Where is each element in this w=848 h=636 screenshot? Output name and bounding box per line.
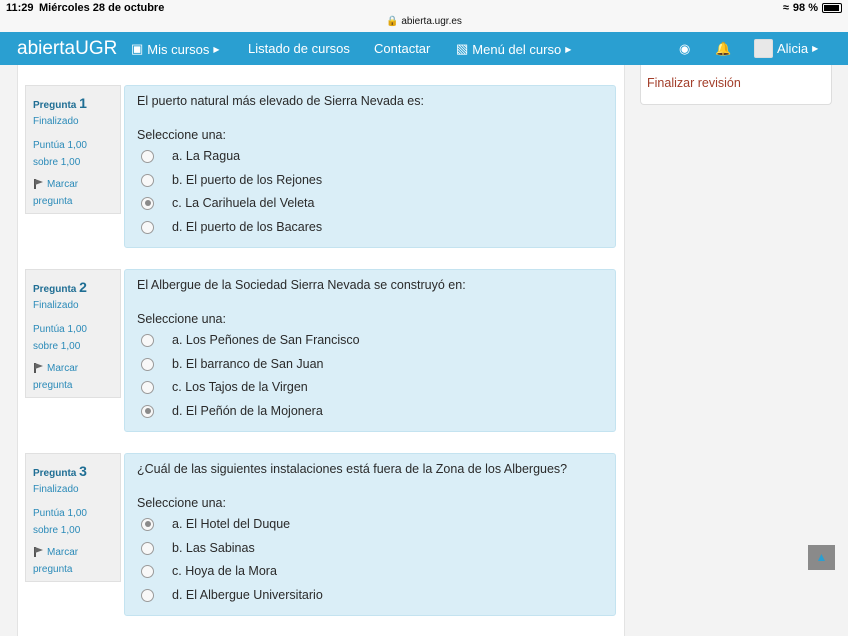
answer-prompt: Seleccione una: xyxy=(137,128,226,142)
flag-icon xyxy=(33,179,43,189)
question-content xyxy=(124,85,616,248)
status-time: 11:29 xyxy=(6,2,34,14)
bell-icon[interactable]: 🔔 xyxy=(715,41,732,56)
question-state: Finalizado xyxy=(33,300,79,311)
status-right xyxy=(783,2,842,14)
finish-review-link[interactable]: Finalizar revisión xyxy=(647,76,741,90)
nav-course-list-label: Listado de cursos xyxy=(248,41,350,56)
question-number: 1 xyxy=(79,95,87,111)
question-title: Pregunta 1 xyxy=(33,95,87,111)
question-content xyxy=(124,269,616,432)
radio-button[interactable] xyxy=(141,542,154,555)
battery-icon xyxy=(822,3,842,13)
top-navbar xyxy=(0,32,848,65)
radio-button[interactable] xyxy=(141,589,154,602)
nav-course-menu-label: Menú del curso xyxy=(472,41,562,57)
question-text: El puerto natural más elevado de Sierra Nevada es: xyxy=(137,94,424,108)
answer-option[interactable]: c. Los Tajos de la Virgen xyxy=(141,380,308,394)
caret-right-icon: ▶ xyxy=(565,44,572,54)
radio-button-selected[interactable] xyxy=(141,197,154,210)
flag-question-link[interactable]: Marcar pregunta xyxy=(33,179,79,207)
user-menu[interactable] xyxy=(754,39,818,58)
answer-option[interactable]: b. Las Sabinas xyxy=(141,541,255,555)
nav-my-courses[interactable] xyxy=(131,41,220,57)
question-grade: Puntúa 1,00 sobre 1,00 xyxy=(33,508,87,536)
question-state: Finalizado xyxy=(33,116,79,127)
flag-icon xyxy=(33,363,43,373)
radio-button[interactable] xyxy=(141,174,154,187)
question-info xyxy=(25,85,121,214)
nav-my-courses-label: Mis cursos xyxy=(147,41,210,57)
user-name: Alicia xyxy=(777,41,809,56)
radio-button[interactable] xyxy=(141,358,154,371)
quiz-navigation-block xyxy=(640,65,832,105)
question-state: Finalizado xyxy=(33,484,79,495)
radio-button[interactable] xyxy=(141,150,154,163)
answer-option[interactable]: a. Los Peñones de San Francisco xyxy=(141,333,360,347)
question-info xyxy=(25,453,121,582)
battery-percent: 98 % xyxy=(792,2,818,14)
question-info xyxy=(25,269,121,398)
briefcase-icon: ▣ xyxy=(131,41,144,56)
scroll-to-top-button[interactable] xyxy=(808,545,835,570)
answer-option[interactable]: c. La Carihuela del Veleta xyxy=(141,196,314,210)
radio-button[interactable] xyxy=(141,334,154,347)
nav-contact-label: Contactar xyxy=(374,41,431,56)
flag-question-link[interactable]: Marcar pregunta xyxy=(33,547,79,575)
book-icon: ▧ xyxy=(456,41,469,56)
nav-contact[interactable] xyxy=(374,41,430,56)
ios-status-bar xyxy=(0,0,848,32)
answer-option[interactable]: b. El puerto de los Rejones xyxy=(141,173,322,187)
question-title: Pregunta 3 xyxy=(33,463,87,479)
settings-icon[interactable]: ◉ xyxy=(679,41,691,56)
question-number: 3 xyxy=(79,463,87,479)
radio-button-selected[interactable] xyxy=(141,518,154,531)
question-text: El Albergue de la Sociedad Sierra Nevada se construyó en: xyxy=(137,278,466,292)
question-grade: Puntúa 1,00 sobre 1,00 xyxy=(33,324,87,352)
question-content xyxy=(124,453,616,616)
flag-icon xyxy=(33,547,43,557)
avatar xyxy=(754,39,773,58)
address-bar[interactable] xyxy=(0,16,848,27)
question-title: Pregunta 2 xyxy=(33,279,87,295)
url-text: abierta.ugr.es xyxy=(401,16,462,27)
radio-button[interactable] xyxy=(141,381,154,394)
arrow-up-icon: ▲ xyxy=(815,550,828,564)
answer-option[interactable]: c. Hoya de la Mora xyxy=(141,564,277,578)
radio-button[interactable] xyxy=(141,221,154,234)
brand-logo[interactable]: abiertaUGR xyxy=(17,38,118,59)
answer-prompt: Seleccione una: xyxy=(137,312,226,326)
wifi-icon: ≈ xyxy=(782,2,789,14)
question-number: 2 xyxy=(79,279,87,295)
answer-option[interactable]: b. El barranco de San Juan xyxy=(141,357,324,371)
nav-course-menu[interactable] xyxy=(456,41,571,57)
caret-right-icon: ▶ xyxy=(213,44,220,54)
radio-button-selected[interactable] xyxy=(141,405,154,418)
caret-right-icon: ▶ xyxy=(812,44,819,53)
answer-prompt: Seleccione una: xyxy=(137,496,226,510)
answer-option[interactable]: d. El Albergue Universitario xyxy=(141,588,323,602)
status-date: Miércoles 28 de octubre xyxy=(39,2,165,14)
nav-course-list[interactable] xyxy=(248,41,350,56)
question-text: ¿Cuál de las siguientes instalaciones está fuera de la Zona de los Albergues? xyxy=(137,462,568,476)
radio-button[interactable] xyxy=(141,565,154,578)
answer-option[interactable]: d. El puerto de los Bacares xyxy=(141,220,322,234)
question-grade: Puntúa 1,00 sobre 1,00 xyxy=(33,140,87,168)
answer-option[interactable]: a. La Ragua xyxy=(141,149,240,163)
lock-icon: 🔒 xyxy=(386,16,399,27)
answer-option[interactable]: d. El Peñón de la Mojonera xyxy=(141,404,323,418)
answer-option[interactable]: a. El Hotel del Duque xyxy=(141,517,290,531)
flag-question-link[interactable]: Marcar pregunta xyxy=(33,363,79,391)
